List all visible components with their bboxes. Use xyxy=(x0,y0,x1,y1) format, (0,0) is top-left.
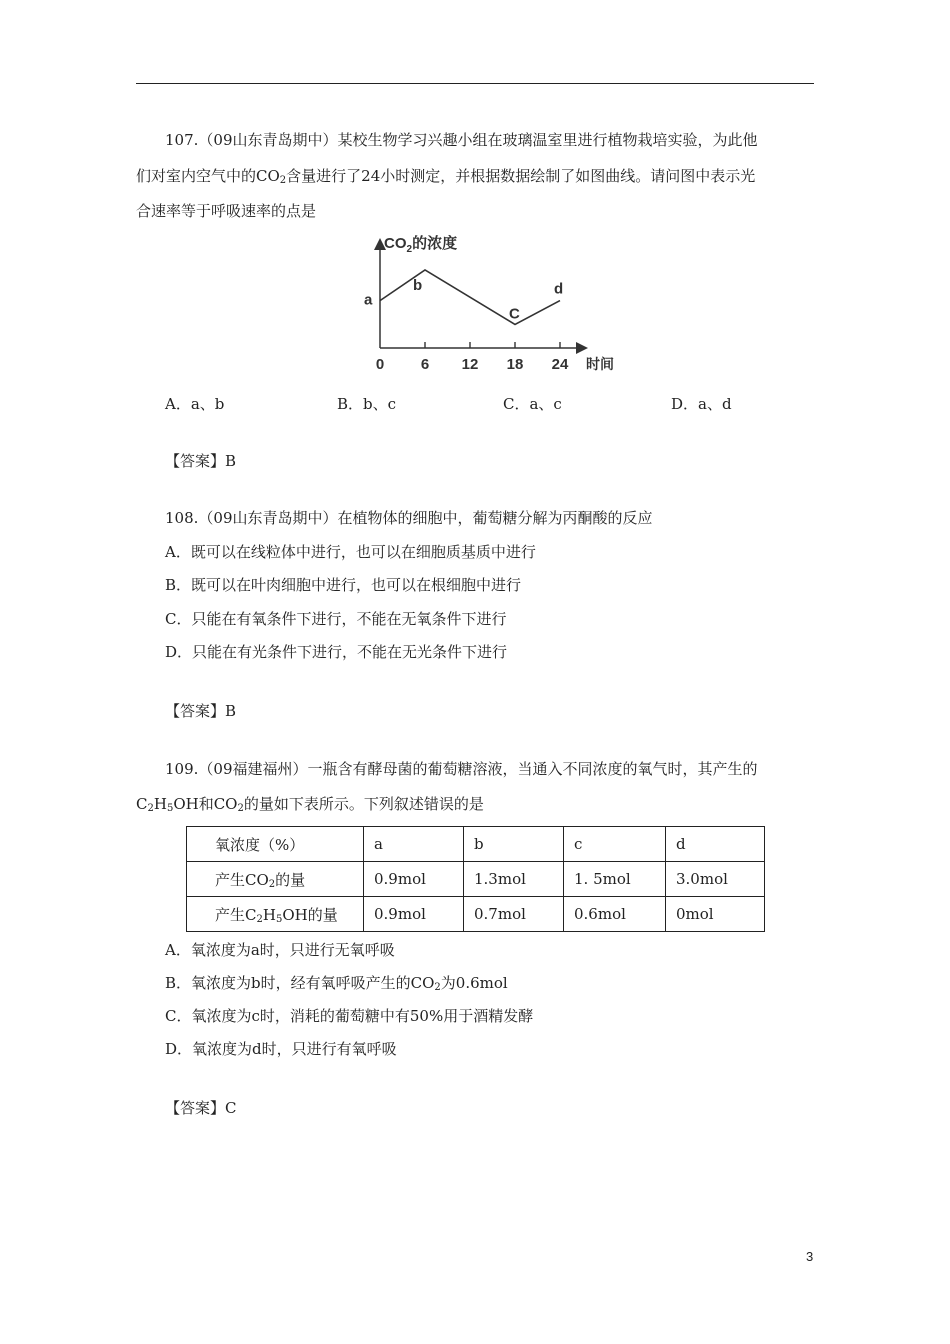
q108-option-c: C．只能在有氧条件下进行，不能在无氧条件下进行 xyxy=(165,610,507,628)
table-row xyxy=(187,827,765,862)
q109-option-d: D．氧浓度为d时，只进行有氧呼吸 xyxy=(165,1040,397,1058)
q109-option-a: A．氧浓度为a时，只进行无氧呼吸 xyxy=(165,941,395,959)
x-tick-label: 0 xyxy=(375,356,385,373)
y-axis-label: $CO_2$的浓度 xyxy=(384,235,458,255)
table-cell: 0.9mol xyxy=(364,862,464,897)
q109-answer: 【答案】C xyxy=(165,1099,237,1117)
x-axis-label: 时间 xyxy=(586,356,614,372)
q107-line1: 107.（09山东青岛期中）某校生物学习兴趣小组在玻璃温室里进行植物栽培实验，为此他 xyxy=(165,131,758,149)
x-tick-label: 18 xyxy=(506,356,524,373)
x-tick-label: 12 xyxy=(461,356,479,373)
q107-line2: 们对室内空气中的$CO_2$含量进行了24小时测定，并根据数据绘制了如图曲线。请问图中表示光 xyxy=(136,167,756,186)
table-cell: 0.9mol xyxy=(364,897,464,932)
table-cell: 0.7mol xyxy=(464,897,564,932)
q108-option-d: D．只能在有光条件下进行，不能在无光条件下进行 xyxy=(165,643,508,661)
co2-concentration-chart xyxy=(350,226,630,376)
table-cell: 0mol xyxy=(666,897,765,932)
q107-option-d: D．a、d xyxy=(671,395,732,413)
table-row xyxy=(187,862,765,897)
q107-line3: 合速率等于呼吸速率的点是 xyxy=(136,202,317,220)
point-label-a: a xyxy=(364,291,373,309)
q109-option-b: B．氧浓度为b时，经有氧呼吸产生的$CO_2$为0.6mol xyxy=(165,974,508,993)
page-number: 3 xyxy=(806,1249,814,1264)
q107-answer: 【答案】B xyxy=(165,452,237,470)
table-header-cell: c xyxy=(564,827,666,862)
table-header-cell: d xyxy=(666,827,765,862)
point-label-c: C xyxy=(509,305,520,323)
q109-option-c: C．氧浓度为c时，消耗的葡萄糖中有50%用于酒精发酵 xyxy=(165,1007,534,1025)
point-label-d: d xyxy=(554,280,564,298)
q107-option-b: B．b、c xyxy=(337,395,397,413)
table-cell: 0.6mol xyxy=(564,897,666,932)
q108-line1: 108.（09山东青岛期中）在植物体的细胞中，葡萄糖分解为丙酮酸的反应 xyxy=(165,509,653,527)
point-label-b: b xyxy=(413,277,423,294)
table-row-label: 产生$CO_2$的量 xyxy=(187,862,364,897)
q108-option-b: B．既可以在叶肉细胞中进行，也可以在根细胞中进行 xyxy=(165,576,522,594)
oxygen-table xyxy=(186,826,765,932)
q109-line1: 109.（09福建福州）一瓶含有酵母菌的葡萄糖溶液，当通入不同浓度的氧气时，其产生的 xyxy=(165,760,758,778)
header-rule xyxy=(136,83,814,84)
table-header-cell: 氧浓度（%） xyxy=(187,827,364,862)
q108-option-a: A．既可以在线粒体中进行，也可以在细胞质基质中进行 xyxy=(165,543,536,561)
table-header-cell: b xyxy=(464,827,564,862)
q107-option-a: A．a、b xyxy=(165,395,225,413)
table-header-cell: a xyxy=(364,827,464,862)
co2-curve xyxy=(380,270,560,324)
q108-answer: 【答案】B xyxy=(165,702,237,720)
x-tick-label: 24 xyxy=(551,356,569,373)
table-row-label: 产生$C_2H_5OH$的量 xyxy=(187,897,364,932)
table-cell: 1. 5mol xyxy=(564,862,666,897)
x-tick-label: 6 xyxy=(420,356,430,373)
table-cell: 1.3mol xyxy=(464,862,564,897)
q107-option-c: C．a、c xyxy=(503,395,562,413)
table-cell: 3.0mol xyxy=(666,862,765,897)
table-row xyxy=(187,897,765,932)
q109-line2: $C_2H_5OH$和$CO_2$的量如下表所示。下列叙述错误的是 xyxy=(136,795,484,814)
